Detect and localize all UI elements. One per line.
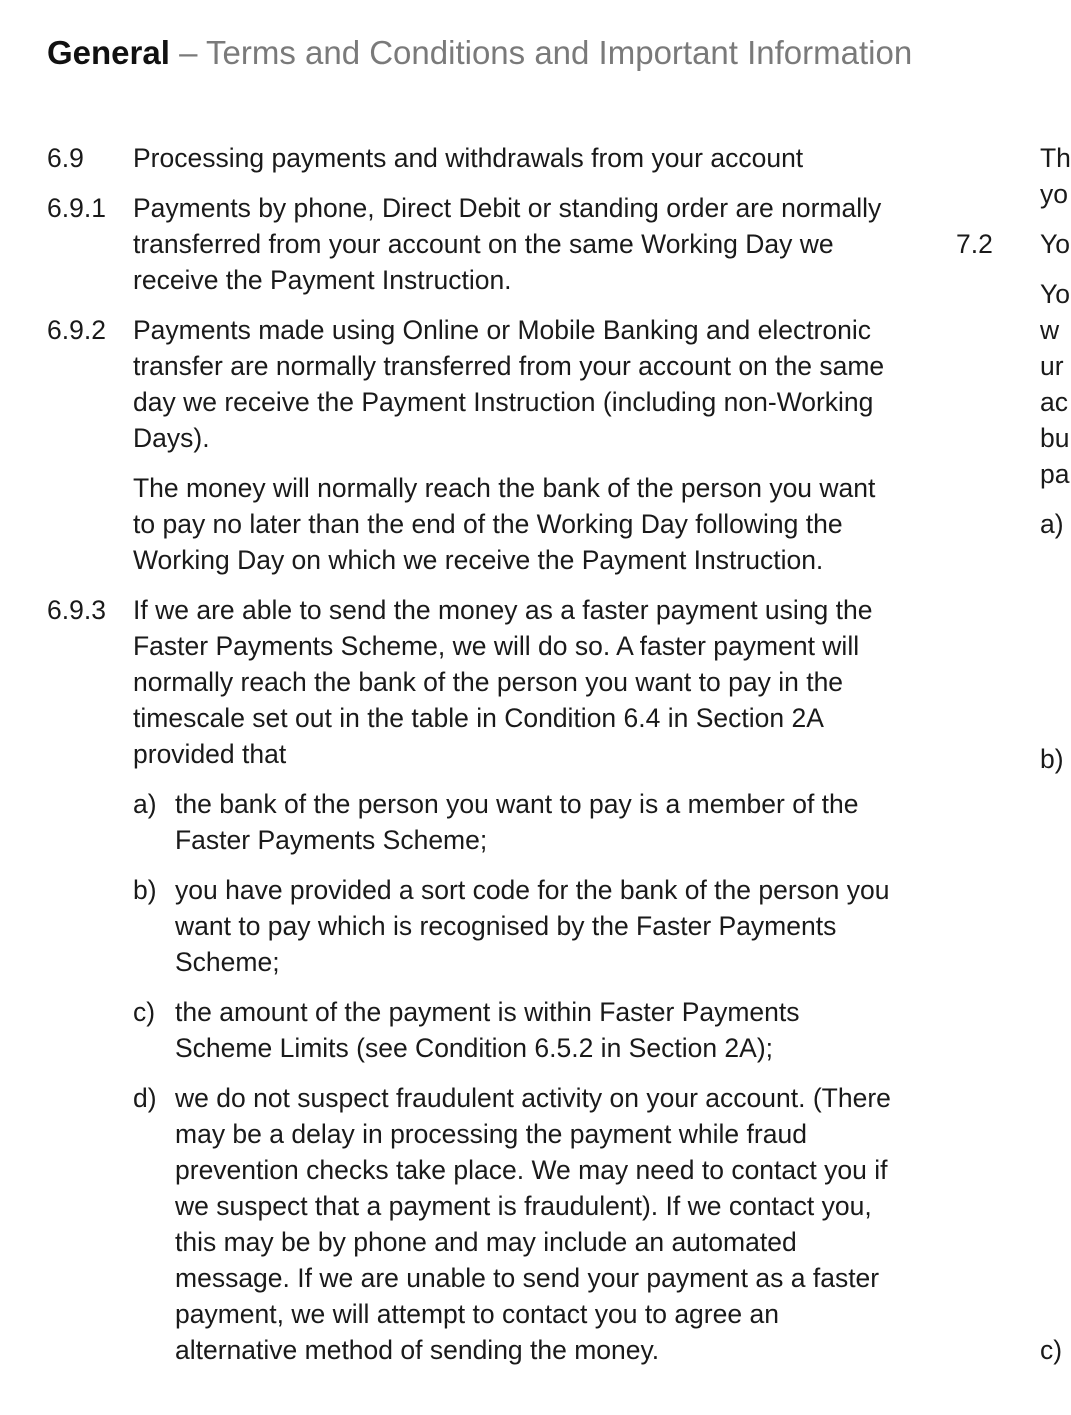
list-text: the amount of the payment is within Faster Payments Scheme Limits (see Condition 6.5.2 in Section 2A);: [175, 997, 800, 1063]
section-number: 6.9.2: [47, 315, 106, 345]
list-item: [133, 994, 897, 1066]
list-letter: c): [133, 997, 156, 1027]
list-item: [133, 872, 897, 980]
condition-list: [133, 786, 897, 1368]
paragraph: Payments by phone, Direct Debit or standing order are normally transferred from your account on the same Working Day we receive the Payment Instruction.: [133, 193, 882, 295]
right-fragment: pa: [1040, 459, 1070, 489]
right-fragment: Th: [1040, 143, 1071, 173]
list-item: [133, 1080, 897, 1368]
right-fragment: ac: [1040, 387, 1068, 417]
list-text: you have provided a sort code for the bank of the person you want to pay which is recognised by the Faster Payments Scheme;: [175, 875, 890, 977]
paragraph: Payments made using Online or Mobile Banking and electronic transfer are normally transferred from your account on the same day we receive the Payment Instruction (including non-Working Days).: [133, 315, 885, 453]
right-fragment: yo: [1040, 179, 1068, 209]
list-item: [133, 786, 897, 858]
right-fragment: w: [1040, 315, 1060, 345]
right-fragment: c): [1040, 1335, 1063, 1365]
section-6-9: [47, 140, 897, 176]
list-text: the bank of the person you want to pay is a member of the Faster Payments Scheme;: [175, 789, 859, 855]
page-header: [47, 33, 912, 73]
section-6-9-2: [47, 312, 897, 578]
paragraph: The money will normally reach the bank of the person you want to pay no later than the end of the Working Day following the Working Day on which we receive the Payment Instruction.: [133, 473, 876, 575]
right-fragment: Yo: [1040, 229, 1070, 259]
header-dash: –: [169, 34, 206, 71]
header-section-name: General: [47, 34, 170, 71]
list-text: we do not suspect fraudulent activity on your account. (There may be a delay in processing the payment while fraud prevention checks take place. We may need to contact you if we suspect that a payment is fraudulent). If we contact you, this may be by phone and may include an automated message. If we are unable to send your payment as a faster payment, we will attempt to contact you to agree an alternative method of sending the money.: [175, 1083, 891, 1365]
section-number: 6.9.3: [47, 595, 106, 625]
section-number: 6.9.1: [47, 193, 106, 223]
section-number-7-2: 7.2: [956, 229, 993, 259]
right-fragment: b): [1040, 744, 1064, 774]
right-fragment: bu: [1040, 423, 1070, 453]
section-heading: Processing payments and withdrawals from your account: [133, 143, 804, 173]
section-number: 6.9: [47, 143, 84, 173]
right-fragment: Yo: [1040, 279, 1070, 309]
header-title: Terms and Conditions and Important Information: [206, 34, 913, 71]
section-6-9-3: [47, 592, 897, 1368]
list-letter: a): [133, 789, 157, 819]
right-fragment: a): [1040, 509, 1064, 539]
list-letter: d): [133, 1083, 157, 1113]
list-letter: b): [133, 875, 157, 905]
section-6-9-1: [47, 190, 897, 298]
left-column: [47, 140, 897, 1382]
right-fragment: ur: [1040, 351, 1064, 381]
paragraph: If we are able to send the money as a faster payment using the Faster Payments Scheme, we will do so. A faster payment will normally reach the bank of the person you want to pay in the timescale set out in the table in Condition 6.4 in Section 2A provided that: [133, 595, 873, 769]
